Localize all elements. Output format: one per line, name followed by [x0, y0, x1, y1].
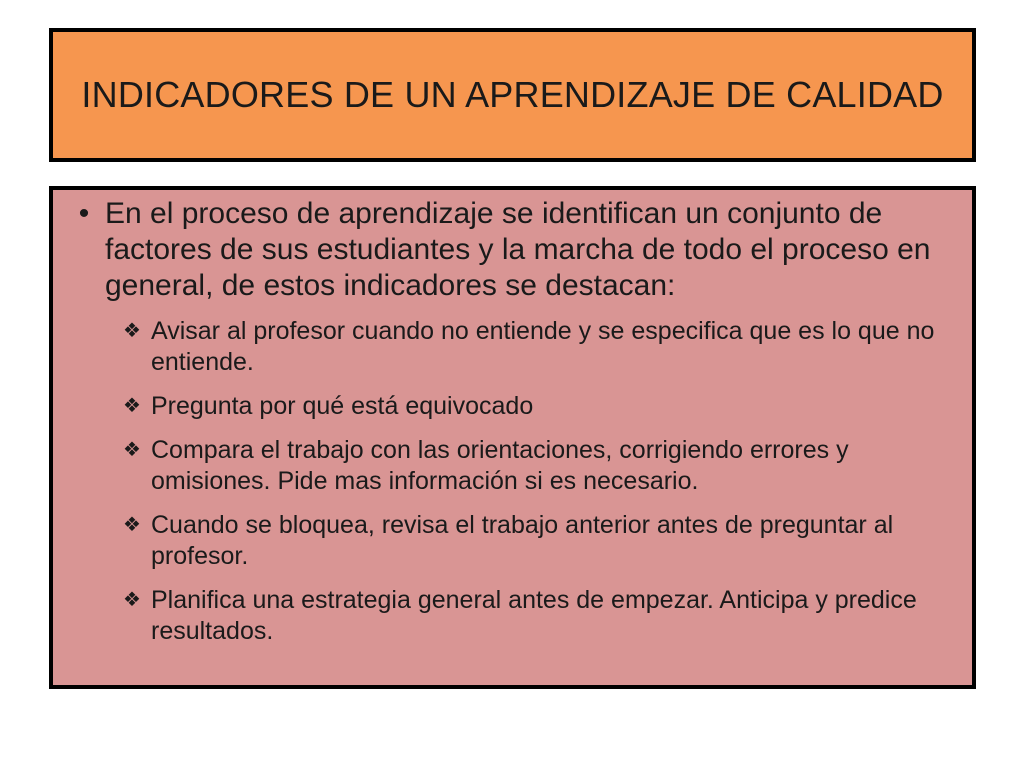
main-bullet-text: En el proceso de aprendizaje se identifican un conjunto de factores de sus estudiantes y la marcha de todo el proceso en general, de estos indicadores se destacan:	[105, 197, 931, 302]
sub-bullet-text: Planifica una estrategia general antes de empezar. Anticipa y predice resultados.	[151, 586, 917, 645]
main-bullet	[63, 196, 963, 304]
sub-bullet-list	[123, 316, 971, 660]
bullet-dot-icon: •	[78, 197, 90, 230]
sub-bullet-item	[123, 585, 971, 647]
diamond-bullet-icon: ❖	[123, 439, 141, 461]
diamond-bullet-icon: ❖	[123, 589, 141, 611]
diamond-bullet-icon: ❖	[123, 320, 141, 342]
sub-bullet-item	[123, 316, 971, 378]
sub-bullet-text: Compara el trabajo con las orientaciones, corrigiendo errores y omisiones. Pide mas información si es necesario.	[151, 436, 849, 495]
slide-title: INDICADORES DE UN APRENDIZAJE DE CALIDAD	[81, 74, 944, 115]
diamond-bullet-icon: ❖	[123, 514, 141, 536]
sub-bullet-text: Avisar al profesor cuando no entiende y se especifica que es lo que no entiende.	[151, 317, 935, 376]
sub-bullet-item	[123, 510, 971, 572]
diamond-bullet-icon: ❖	[123, 395, 141, 417]
title-box	[49, 28, 976, 162]
sub-bullet-text: Cuando se bloquea, revisa el trabajo anterior antes de preguntar al profesor.	[151, 511, 894, 570]
sub-bullet-text: Pregunta por qué está equivocado	[151, 392, 534, 420]
sub-bullet-item	[123, 435, 971, 497]
sub-bullet-item	[123, 391, 971, 422]
content-box	[49, 186, 976, 689]
